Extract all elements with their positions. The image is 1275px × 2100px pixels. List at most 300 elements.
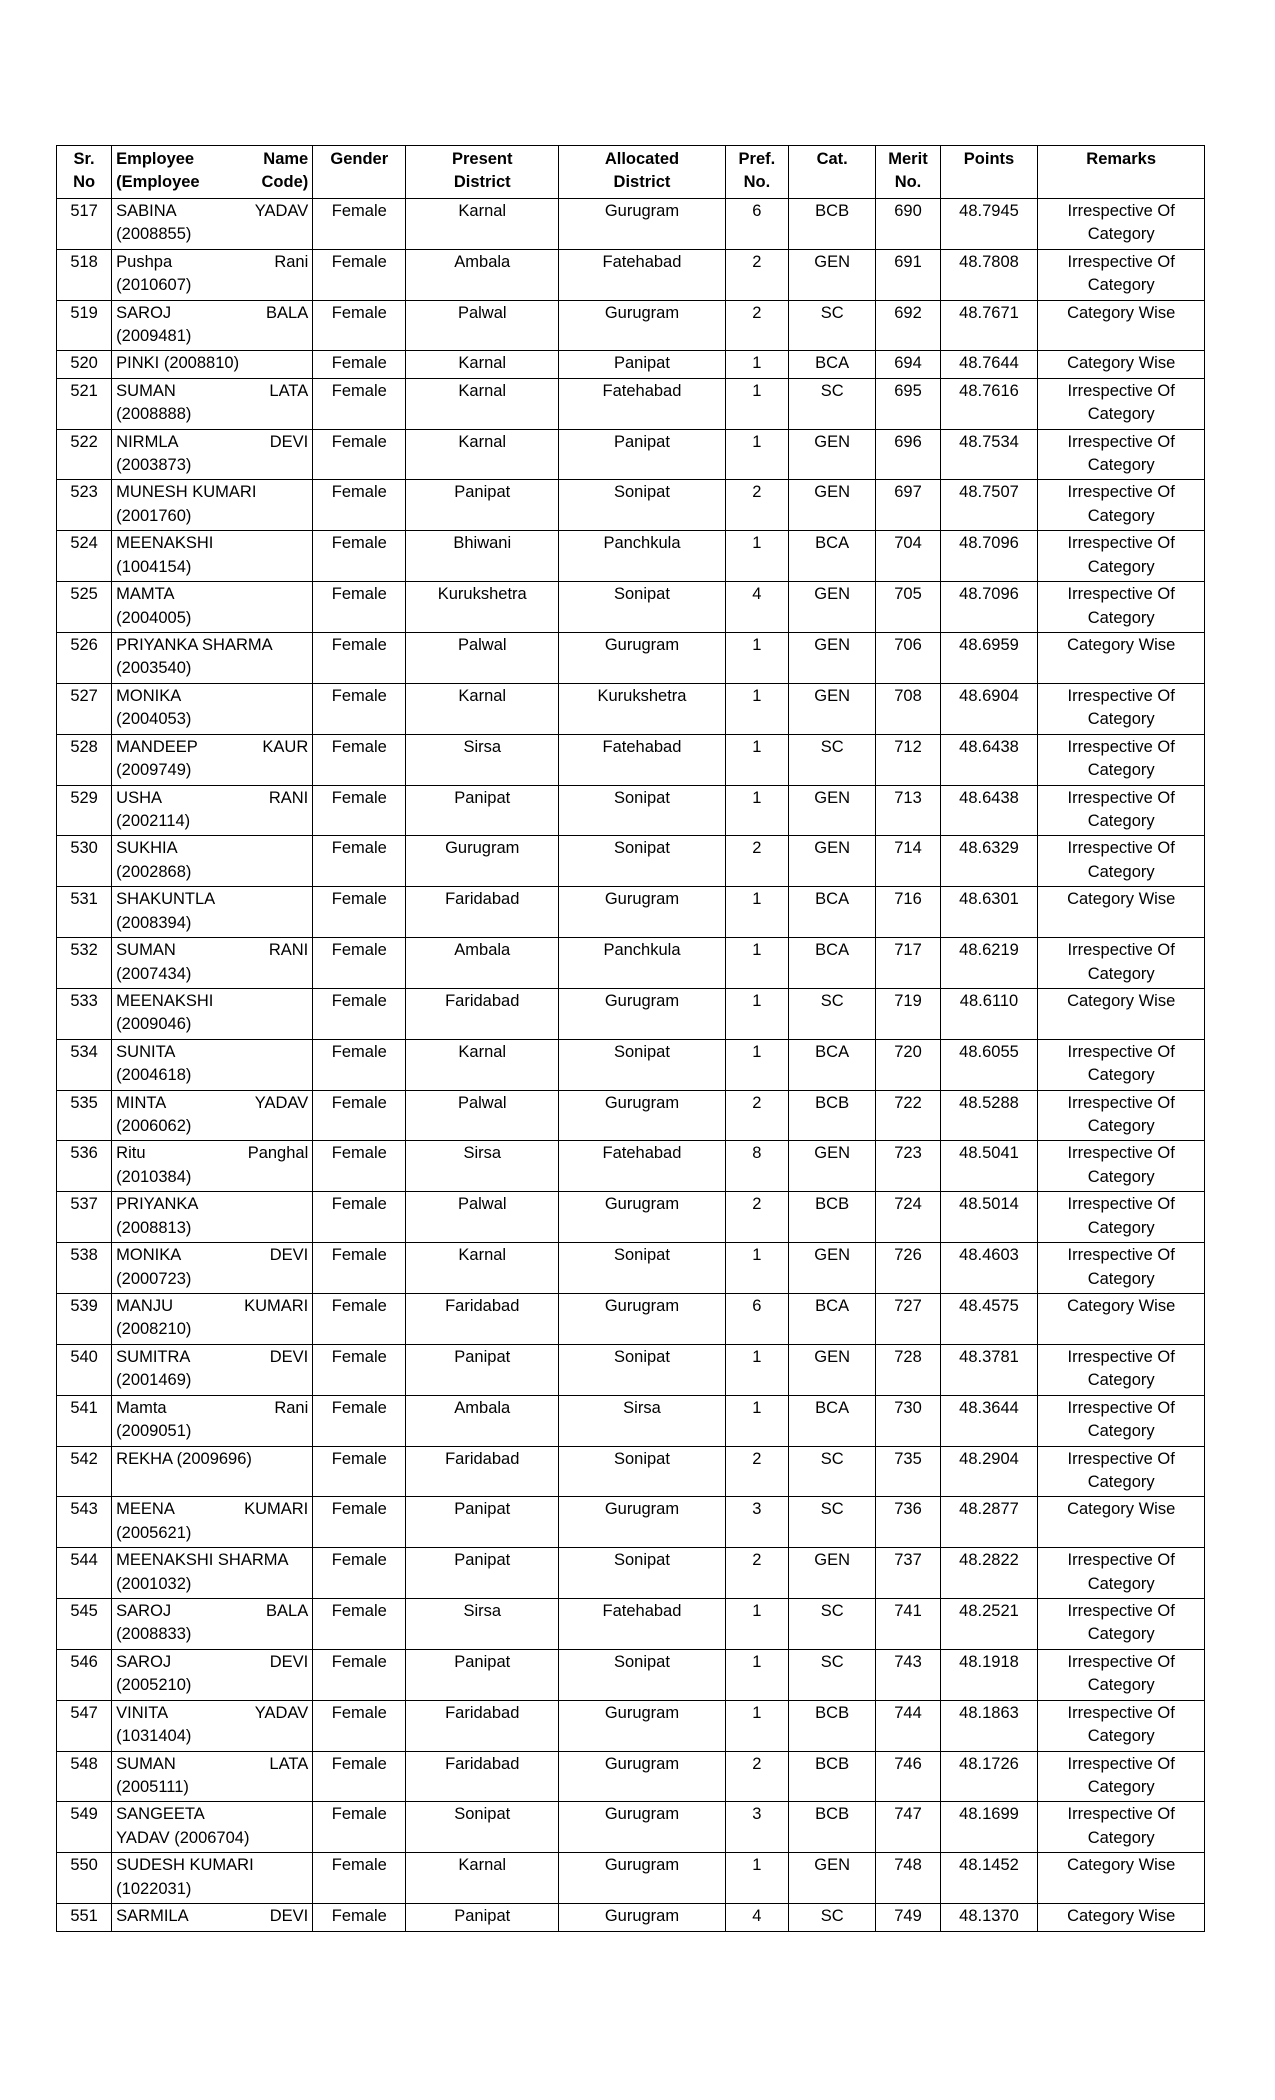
cell-remarks: Category Wise bbox=[1038, 300, 1205, 351]
cell-cat: GEN bbox=[788, 1548, 875, 1599]
cell-present: Karnal bbox=[406, 1039, 559, 1090]
cell-sr-no: 528 bbox=[57, 734, 112, 785]
cell-sr-no: 523 bbox=[57, 480, 112, 531]
employee-code: (2009046) bbox=[116, 1015, 192, 1034]
cell-points: 48.6110 bbox=[940, 988, 1038, 1039]
header-row bbox=[57, 146, 1205, 199]
cell-alloc: Sonipat bbox=[559, 1243, 726, 1294]
cell-points: 48.1918 bbox=[940, 1649, 1038, 1700]
employee-name-part: RANI bbox=[268, 941, 309, 960]
cell-cat: BCA bbox=[788, 351, 875, 378]
cell-merit: 691 bbox=[876, 249, 940, 300]
cell-pref: 2 bbox=[725, 1192, 788, 1243]
column-header-present bbox=[406, 146, 559, 199]
employee-code: (2010607) bbox=[116, 276, 192, 295]
cell-gender: Female bbox=[313, 1192, 406, 1243]
employee-name-part: KUMARI bbox=[244, 1500, 309, 1519]
employee-name-part: Rani bbox=[274, 1398, 309, 1417]
cell-employee-name bbox=[112, 938, 313, 989]
column-header-merit-line: No. bbox=[894, 173, 922, 192]
cell-remarks: Category Wise bbox=[1038, 887, 1205, 938]
employee-code: (2003540) bbox=[116, 659, 192, 678]
cell-gender: Female bbox=[313, 351, 406, 378]
cell-pref: 6 bbox=[725, 198, 788, 249]
cell-gender: Female bbox=[313, 480, 406, 531]
cell-pref: 1 bbox=[725, 1599, 788, 1650]
cell-present: Karnal bbox=[406, 351, 559, 378]
cell-alloc: Gurugram bbox=[559, 1192, 726, 1243]
cell-cat: GEN bbox=[788, 785, 875, 836]
employee-name-part: REKHA (2009696) bbox=[116, 1449, 252, 1468]
cell-sr-no: 532 bbox=[57, 938, 112, 989]
cell-gender: Female bbox=[313, 683, 406, 734]
cell-points: 48.7096 bbox=[940, 531, 1038, 582]
cell-points: 48.1699 bbox=[940, 1802, 1038, 1853]
cell-points: 48.7945 bbox=[940, 198, 1038, 249]
cell-employee-name bbox=[112, 1853, 313, 1904]
employee-name-part: SUKHIA bbox=[116, 839, 178, 858]
cell-alloc: Gurugram bbox=[559, 1700, 726, 1751]
cell-gender: Female bbox=[313, 1395, 406, 1446]
cell-remarks: Irrespective Of Category bbox=[1038, 1344, 1205, 1395]
cell-remarks: Category Wise bbox=[1038, 1497, 1205, 1548]
cell-remarks: Irrespective Of Category bbox=[1038, 1090, 1205, 1141]
cell-merit: 746 bbox=[876, 1751, 940, 1802]
cell-pref: 3 bbox=[725, 1802, 788, 1853]
table-row bbox=[57, 1904, 1205, 1931]
cell-pref: 1 bbox=[725, 633, 788, 684]
employee-code: YADAV (2006704) bbox=[116, 1828, 250, 1847]
employee-code: (2008210) bbox=[116, 1320, 192, 1339]
cell-sr-no: 547 bbox=[57, 1700, 112, 1751]
table-row bbox=[57, 1293, 1205, 1344]
cell-merit: 726 bbox=[876, 1243, 940, 1294]
cell-remarks: Irrespective Of Category bbox=[1038, 1039, 1205, 1090]
cell-gender: Female bbox=[313, 1599, 406, 1650]
column-header-name bbox=[112, 146, 313, 199]
cell-present: Panipat bbox=[406, 1548, 559, 1599]
cell-pref: 1 bbox=[725, 734, 788, 785]
cell-alloc: Gurugram bbox=[559, 988, 726, 1039]
cell-points: 48.7096 bbox=[940, 582, 1038, 633]
cell-pref: 2 bbox=[725, 480, 788, 531]
employee-code: (2009749) bbox=[116, 761, 192, 780]
cell-sr-no: 549 bbox=[57, 1802, 112, 1853]
table-row bbox=[57, 988, 1205, 1039]
cell-remarks: Irrespective Of Category bbox=[1038, 836, 1205, 887]
cell-merit: 695 bbox=[876, 378, 940, 429]
cell-gender: Female bbox=[313, 582, 406, 633]
cell-employee-name bbox=[112, 1548, 313, 1599]
cell-present: Faridabad bbox=[406, 1751, 559, 1802]
cell-alloc: Gurugram bbox=[559, 633, 726, 684]
cell-present: Sirsa bbox=[406, 1141, 559, 1192]
employee-name-part: MANDEEP bbox=[116, 737, 198, 756]
column-header-merit bbox=[876, 146, 940, 199]
column-header-name-line: (Employee Code) bbox=[116, 173, 309, 192]
table-row bbox=[57, 351, 1205, 378]
cell-points: 48.1863 bbox=[940, 1700, 1038, 1751]
cell-gender: Female bbox=[313, 300, 406, 351]
cell-alloc: Gurugram bbox=[559, 1751, 726, 1802]
cell-cat: GEN bbox=[788, 1853, 875, 1904]
cell-merit: 704 bbox=[876, 531, 940, 582]
cell-alloc: Gurugram bbox=[559, 1802, 726, 1853]
cell-cat: GEN bbox=[788, 249, 875, 300]
cell-points: 48.2877 bbox=[940, 1497, 1038, 1548]
cell-employee-name bbox=[112, 1395, 313, 1446]
cell-sr-no: 548 bbox=[57, 1751, 112, 1802]
cell-merit: 690 bbox=[876, 198, 940, 249]
employee-name-part: Pushpa bbox=[116, 252, 173, 271]
cell-pref: 1 bbox=[725, 1395, 788, 1446]
employee-name-part: PRIYANKA bbox=[116, 1195, 199, 1214]
cell-merit: 727 bbox=[876, 1293, 940, 1344]
cell-employee-name bbox=[112, 1751, 313, 1802]
table-row bbox=[57, 1497, 1205, 1548]
cell-present: Sonipat bbox=[406, 1802, 559, 1853]
cell-cat: BCA bbox=[788, 1293, 875, 1344]
cell-pref: 1 bbox=[725, 1344, 788, 1395]
cell-sr-no: 545 bbox=[57, 1599, 112, 1650]
cell-alloc: Sonipat bbox=[559, 1344, 726, 1395]
employee-code: (2000723) bbox=[116, 1269, 192, 1288]
cell-pref: 1 bbox=[725, 1649, 788, 1700]
cell-gender: Female bbox=[313, 988, 406, 1039]
cell-present: Faridabad bbox=[406, 1446, 559, 1497]
cell-points: 48.6438 bbox=[940, 785, 1038, 836]
cell-gender: Female bbox=[313, 836, 406, 887]
cell-remarks: Irrespective Of Category bbox=[1038, 938, 1205, 989]
cell-alloc: Gurugram bbox=[559, 1293, 726, 1344]
cell-merit: 696 bbox=[876, 429, 940, 480]
cell-alloc: Sonipat bbox=[559, 582, 726, 633]
cell-cat: SC bbox=[788, 1649, 875, 1700]
employee-name-part: Mamta bbox=[116, 1398, 167, 1417]
cell-cat: SC bbox=[788, 1599, 875, 1650]
cell-sr-no: 524 bbox=[57, 531, 112, 582]
cell-sr-no: 541 bbox=[57, 1395, 112, 1446]
table-row bbox=[57, 1599, 1205, 1650]
column-header-sr-line: No bbox=[73, 173, 96, 192]
employee-code: (2001032) bbox=[116, 1574, 192, 1593]
cell-remarks: Irrespective Of Category bbox=[1038, 1192, 1205, 1243]
employee-name-part: YADAV bbox=[254, 1703, 309, 1722]
cell-merit: 717 bbox=[876, 938, 940, 989]
cell-remarks: Irrespective Of Category bbox=[1038, 582, 1205, 633]
cell-alloc: Gurugram bbox=[559, 1497, 726, 1548]
cell-pref: 1 bbox=[725, 785, 788, 836]
cell-sr-no: 530 bbox=[57, 836, 112, 887]
cell-cat: GEN bbox=[788, 836, 875, 887]
cell-present: Panipat bbox=[406, 1649, 559, 1700]
cell-present: Sirsa bbox=[406, 1599, 559, 1650]
cell-points: 48.5288 bbox=[940, 1090, 1038, 1141]
cell-pref: 2 bbox=[725, 1751, 788, 1802]
cell-points: 48.5014 bbox=[940, 1192, 1038, 1243]
cell-points: 48.1452 bbox=[940, 1853, 1038, 1904]
cell-employee-name bbox=[112, 1192, 313, 1243]
table-row bbox=[57, 1141, 1205, 1192]
cell-pref: 6 bbox=[725, 1293, 788, 1344]
cell-remarks: Irrespective Of Category bbox=[1038, 1395, 1205, 1446]
cell-gender: Female bbox=[313, 198, 406, 249]
employee-name-part: SUNITA bbox=[116, 1042, 176, 1061]
column-header-cat-line: Cat. bbox=[816, 150, 848, 168]
table-row bbox=[57, 582, 1205, 633]
employee-name-part: SARMILA bbox=[116, 1907, 188, 1926]
cell-cat: GEN bbox=[788, 1141, 875, 1192]
cell-sr-no: 550 bbox=[57, 1853, 112, 1904]
cell-alloc: Sonipat bbox=[559, 785, 726, 836]
employee-code: (1022031) bbox=[116, 1879, 192, 1898]
cell-present: Karnal bbox=[406, 683, 559, 734]
cell-sr-no: 551 bbox=[57, 1904, 112, 1931]
cell-cat: BCB bbox=[788, 1802, 875, 1853]
cell-pref: 1 bbox=[725, 531, 788, 582]
cell-present: Panipat bbox=[406, 1344, 559, 1395]
cell-pref: 2 bbox=[725, 1548, 788, 1599]
employee-name-part: SHAKUNTLA bbox=[116, 890, 216, 909]
cell-remarks: Irrespective Of Category bbox=[1038, 480, 1205, 531]
employee-name-part: USHA bbox=[116, 788, 162, 807]
employee-code: (2005210) bbox=[116, 1676, 192, 1695]
cell-sr-no: 525 bbox=[57, 582, 112, 633]
employee-name-part: SUDESH KUMARI bbox=[116, 1856, 254, 1875]
cell-present: Ambala bbox=[406, 249, 559, 300]
cell-merit: 712 bbox=[876, 734, 940, 785]
cell-employee-name bbox=[112, 378, 313, 429]
cell-pref: 2 bbox=[725, 836, 788, 887]
cell-gender: Female bbox=[313, 1751, 406, 1802]
cell-cat: BCA bbox=[788, 887, 875, 938]
cell-remarks: Irrespective Of Category bbox=[1038, 1599, 1205, 1650]
cell-alloc: Sonipat bbox=[559, 1039, 726, 1090]
cell-sr-no: 520 bbox=[57, 351, 112, 378]
employee-name-part: YADAV bbox=[254, 1093, 309, 1112]
cell-alloc: Sonipat bbox=[559, 836, 726, 887]
cell-gender: Female bbox=[313, 1344, 406, 1395]
cell-sr-no: 538 bbox=[57, 1243, 112, 1294]
cell-merit: 723 bbox=[876, 1141, 940, 1192]
cell-employee-name bbox=[112, 1141, 313, 1192]
cell-gender: Female bbox=[313, 1243, 406, 1294]
cell-merit: 714 bbox=[876, 836, 940, 887]
table-row bbox=[57, 683, 1205, 734]
table-row bbox=[57, 1039, 1205, 1090]
cell-employee-name bbox=[112, 1039, 313, 1090]
column-header-remarks bbox=[1038, 146, 1205, 199]
cell-cat: BCA bbox=[788, 531, 875, 582]
cell-sr-no: 544 bbox=[57, 1548, 112, 1599]
employee-code: (2004618) bbox=[116, 1066, 192, 1085]
column-header-gender bbox=[313, 146, 406, 199]
cell-sr-no: 534 bbox=[57, 1039, 112, 1090]
cell-points: 48.2904 bbox=[940, 1446, 1038, 1497]
cell-merit: 692 bbox=[876, 300, 940, 351]
cell-pref: 1 bbox=[725, 1039, 788, 1090]
cell-sr-no: 526 bbox=[57, 633, 112, 684]
cell-employee-name bbox=[112, 1904, 313, 1931]
cell-employee-name bbox=[112, 1090, 313, 1141]
employee-name-part: VINITA bbox=[116, 1703, 168, 1722]
cell-remarks: Irrespective Of Category bbox=[1038, 734, 1205, 785]
cell-present: Panipat bbox=[406, 1497, 559, 1548]
table-body bbox=[57, 198, 1205, 1931]
cell-gender: Female bbox=[313, 1293, 406, 1344]
employee-name-part: SANGEETA bbox=[116, 1805, 205, 1824]
cell-present: Palwal bbox=[406, 1090, 559, 1141]
column-header-alloc-line: District bbox=[613, 173, 671, 192]
cell-gender: Female bbox=[313, 1700, 406, 1751]
cell-cat: SC bbox=[788, 1904, 875, 1931]
cell-alloc: Sonipat bbox=[559, 1548, 726, 1599]
column-header-present-line: District bbox=[453, 173, 511, 192]
cell-present: Faridabad bbox=[406, 988, 559, 1039]
table-row bbox=[57, 1649, 1205, 1700]
cell-employee-name bbox=[112, 300, 313, 351]
cell-alloc: Fatehabad bbox=[559, 1141, 726, 1192]
cell-remarks: Irrespective Of Category bbox=[1038, 1649, 1205, 1700]
cell-points: 48.6219 bbox=[940, 938, 1038, 989]
column-header-name-line: Employee Name bbox=[116, 150, 309, 168]
cell-employee-name bbox=[112, 351, 313, 378]
cell-sr-no: 522 bbox=[57, 429, 112, 480]
cell-merit: 694 bbox=[876, 351, 940, 378]
column-header-pref bbox=[725, 146, 788, 199]
cell-employee-name bbox=[112, 1700, 313, 1751]
cell-merit: 706 bbox=[876, 633, 940, 684]
employee-code: (2008888) bbox=[116, 405, 192, 424]
cell-present: Faridabad bbox=[406, 887, 559, 938]
cell-cat: SC bbox=[788, 1497, 875, 1548]
cell-employee-name bbox=[112, 198, 313, 249]
column-header-cat bbox=[788, 146, 875, 199]
cell-remarks: Category Wise bbox=[1038, 633, 1205, 684]
cell-cat: SC bbox=[788, 378, 875, 429]
employee-code: (2002114) bbox=[116, 811, 191, 830]
cell-points: 48.7507 bbox=[940, 480, 1038, 531]
cell-sr-no: 529 bbox=[57, 785, 112, 836]
cell-cat: SC bbox=[788, 734, 875, 785]
column-header-alloc bbox=[559, 146, 726, 199]
cell-merit: 747 bbox=[876, 1802, 940, 1853]
column-header-alloc-line: Allocated bbox=[604, 150, 680, 168]
cell-alloc: Kurukshetra bbox=[559, 683, 726, 734]
table-row bbox=[57, 1751, 1205, 1802]
cell-sr-no: 537 bbox=[57, 1192, 112, 1243]
cell-present: Panipat bbox=[406, 480, 559, 531]
cell-gender: Female bbox=[313, 1141, 406, 1192]
cell-points: 48.6438 bbox=[940, 734, 1038, 785]
cell-cat: BCB bbox=[788, 1751, 875, 1802]
employee-name-part: BALA bbox=[266, 303, 309, 322]
cell-present: Palwal bbox=[406, 1192, 559, 1243]
table-row bbox=[57, 429, 1205, 480]
cell-gender: Female bbox=[313, 1090, 406, 1141]
cell-remarks: Irrespective Of Category bbox=[1038, 785, 1205, 836]
employee-code: (2004005) bbox=[116, 608, 192, 627]
cell-gender: Female bbox=[313, 1446, 406, 1497]
cell-present: Karnal bbox=[406, 1853, 559, 1904]
cell-merit: 736 bbox=[876, 1497, 940, 1548]
cell-alloc: Fatehabad bbox=[559, 734, 726, 785]
employee-name-part: KUMARI bbox=[244, 1296, 309, 1315]
table-row bbox=[57, 734, 1205, 785]
cell-present: Panipat bbox=[406, 1904, 559, 1931]
cell-points: 48.6301 bbox=[940, 887, 1038, 938]
cell-remarks: Irrespective Of Category bbox=[1038, 531, 1205, 582]
table-row bbox=[57, 1802, 1205, 1853]
cell-present: Kurukshetra bbox=[406, 582, 559, 633]
cell-gender: Female bbox=[313, 1802, 406, 1853]
cell-merit: 728 bbox=[876, 1344, 940, 1395]
cell-pref: 1 bbox=[725, 1853, 788, 1904]
column-header-points-line: Points bbox=[963, 150, 1015, 168]
cell-employee-name bbox=[112, 249, 313, 300]
employee-code: (2005621) bbox=[116, 1523, 192, 1542]
table-row bbox=[57, 249, 1205, 300]
cell-present: Bhiwani bbox=[406, 531, 559, 582]
table-row bbox=[57, 836, 1205, 887]
employee-code: (1031404) bbox=[116, 1727, 192, 1746]
cell-points: 48.6904 bbox=[940, 683, 1038, 734]
cell-present: Palwal bbox=[406, 633, 559, 684]
employee-name-part: SUMAN bbox=[116, 381, 176, 400]
cell-pref: 2 bbox=[725, 1090, 788, 1141]
cell-remarks: Irrespective Of Category bbox=[1038, 1700, 1205, 1751]
cell-employee-name bbox=[112, 1243, 313, 1294]
employee-name-part: Ritu bbox=[116, 1144, 146, 1163]
cell-pref: 4 bbox=[725, 582, 788, 633]
cell-pref: 8 bbox=[725, 1141, 788, 1192]
table-row bbox=[57, 785, 1205, 836]
cell-pref: 1 bbox=[725, 1700, 788, 1751]
cell-alloc: Gurugram bbox=[559, 198, 726, 249]
cell-remarks: Category Wise bbox=[1038, 1853, 1205, 1904]
cell-gender: Female bbox=[313, 938, 406, 989]
cell-employee-name bbox=[112, 1497, 313, 1548]
column-header-pref-line: No. bbox=[743, 173, 771, 192]
cell-sr-no: 536 bbox=[57, 1141, 112, 1192]
cell-remarks: Irrespective Of Category bbox=[1038, 1548, 1205, 1599]
column-header-present-line: Present bbox=[451, 150, 513, 168]
employee-name-part: NIRMLA bbox=[116, 432, 178, 451]
cell-pref: 1 bbox=[725, 683, 788, 734]
cell-cat: SC bbox=[788, 1446, 875, 1497]
table-row bbox=[57, 300, 1205, 351]
cell-employee-name bbox=[112, 582, 313, 633]
employee-name-part: SAROJ bbox=[116, 303, 172, 322]
cell-cat: GEN bbox=[788, 1344, 875, 1395]
cell-present: Karnal bbox=[406, 198, 559, 249]
column-header-gender-line: Gender bbox=[330, 150, 389, 168]
employee-code: (2002868) bbox=[116, 862, 192, 881]
cell-remarks: Irrespective Of Category bbox=[1038, 378, 1205, 429]
cell-alloc: Sonipat bbox=[559, 480, 726, 531]
cell-employee-name bbox=[112, 1344, 313, 1395]
cell-merit: 748 bbox=[876, 1853, 940, 1904]
employee-code: (2001760) bbox=[116, 506, 192, 525]
employee-code: (2001469) bbox=[116, 1371, 192, 1390]
cell-gender: Female bbox=[313, 633, 406, 684]
cell-cat: GEN bbox=[788, 633, 875, 684]
employee-name-part: MONIKA bbox=[116, 686, 182, 705]
employee-name-part: MEENAKSHI bbox=[116, 534, 214, 553]
employee-name-part: MUNESH KUMARI bbox=[116, 483, 257, 502]
table-row bbox=[57, 1548, 1205, 1599]
cell-cat: BCA bbox=[788, 938, 875, 989]
